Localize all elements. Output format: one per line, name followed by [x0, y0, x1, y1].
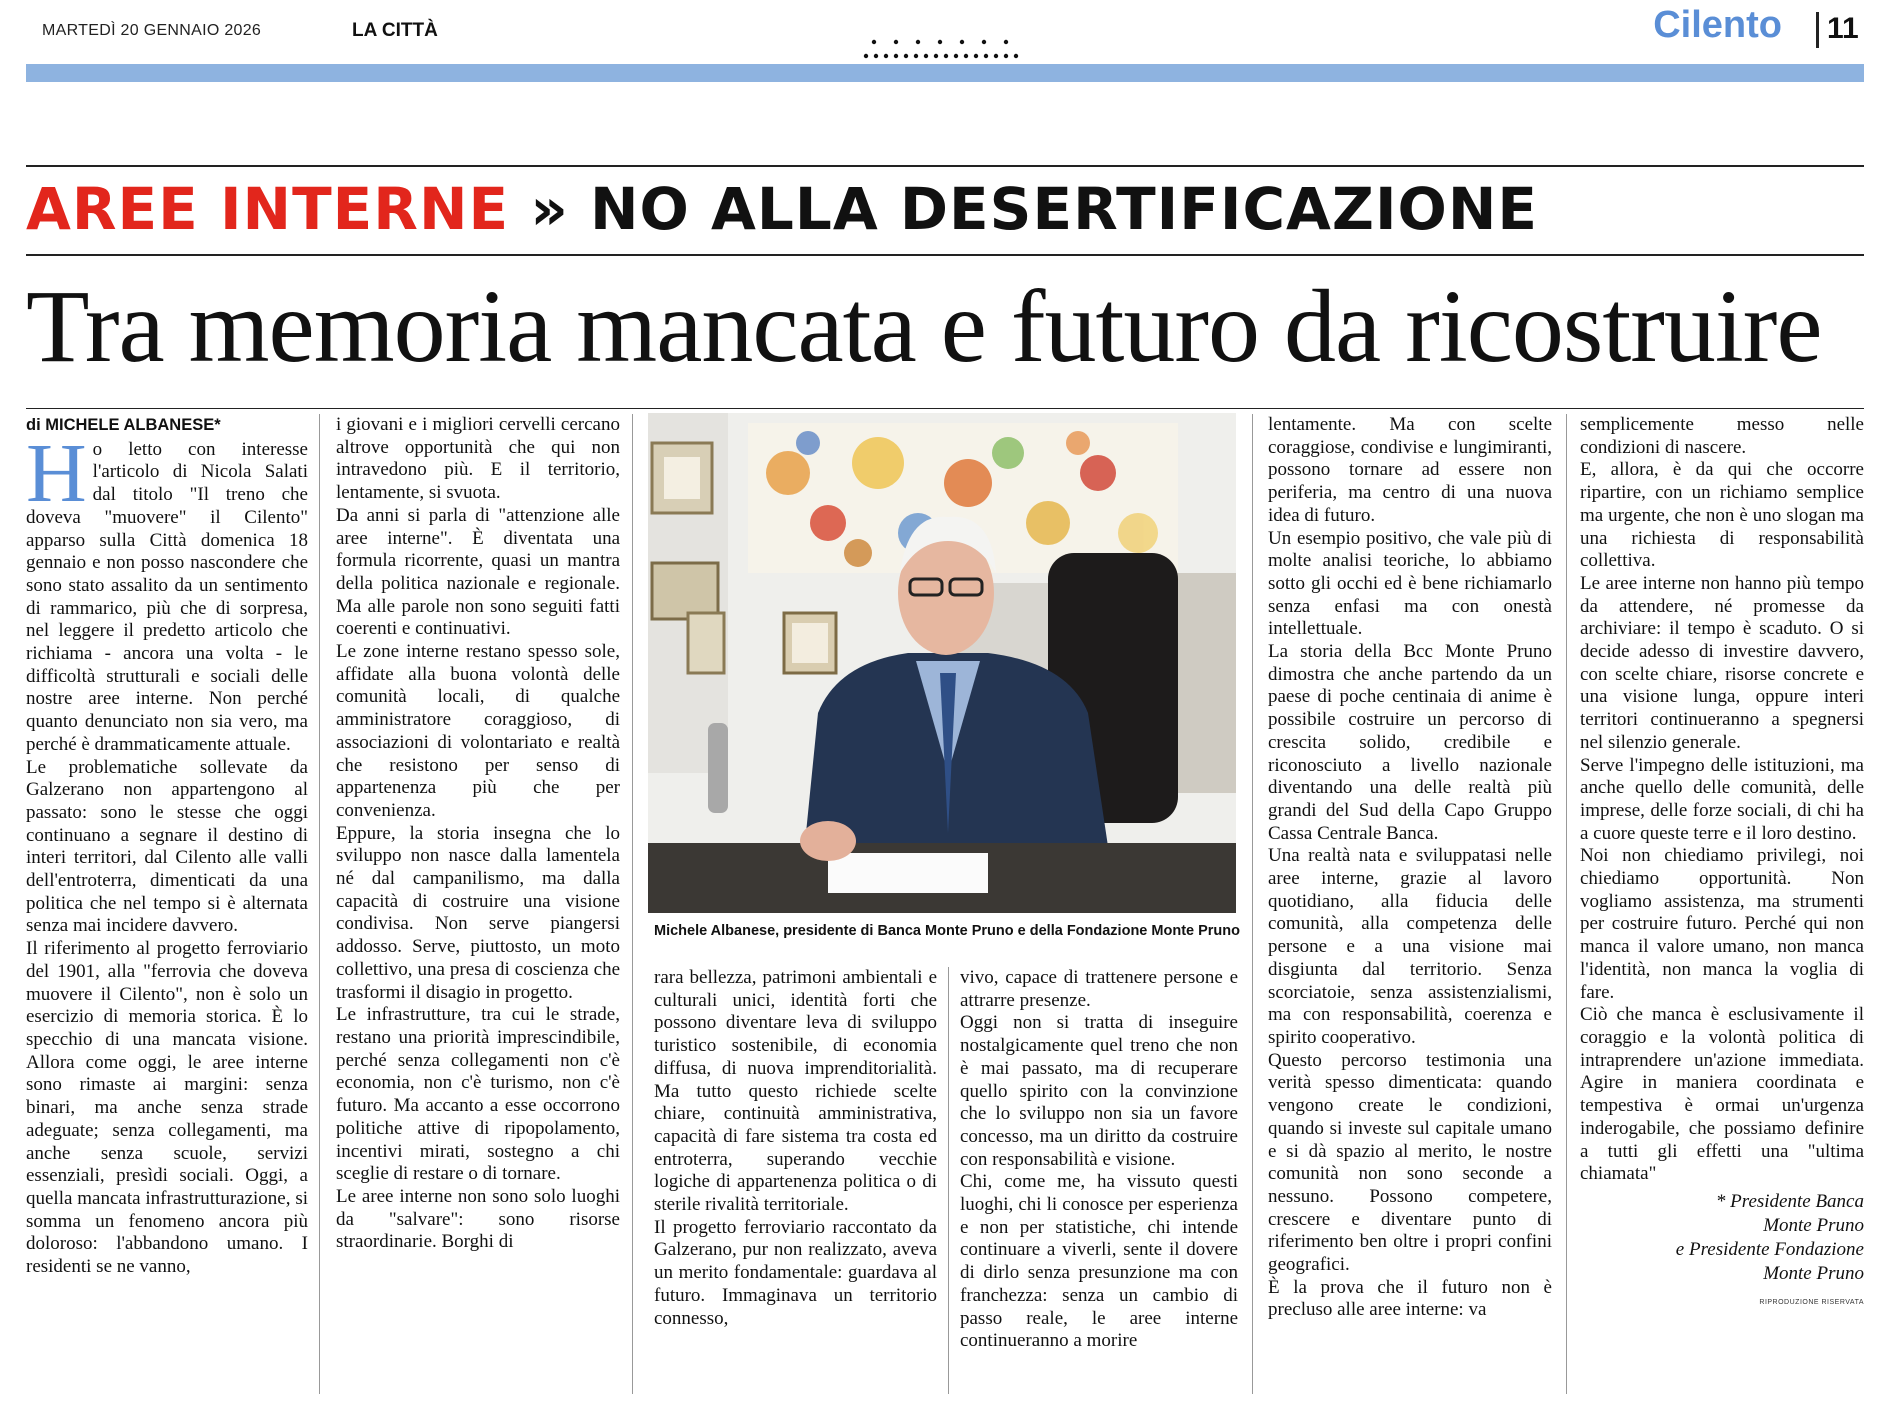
- newspaper-name: LA CITTÀ: [352, 20, 438, 41]
- paragraph: lentamente. Ma con scelte coraggiose, condivise e lungimiranti, possono tornare ad essere non periferia, ma centro di una nuova idea di futuro.: [1268, 414, 1552, 526]
- article-column-3: [654, 967, 937, 1330]
- paragraph: Un esempio positivo, che vale più di molte analisi teoriche, lo abbiamo sotto gli occhi ed è bene richiamarlo senza enfasi ma con onestà intellettuale.: [1268, 527, 1552, 640]
- page-title: Tra memoria mancata e futuro da ricostruire: [26, 269, 1822, 384]
- article-column-6: [1580, 414, 1864, 1315]
- column-divider: [1252, 414, 1253, 1394]
- article-column-5: [1268, 414, 1552, 1322]
- issue-date: MARTEDÌ 20 GENNAIO 2026: [42, 22, 262, 39]
- paragraph: E, allora, è da qui che occorre ripartire, con un richiamo semplice ma urgente, che non è uno slogan ma una richiesta di responsabilità collettiva.: [1580, 459, 1864, 572]
- paragraph: Eppure, la storia insegna che lo sviluppo non nasce dalla lamentela né dal campanilismo, ma dalla capacità di costruire una visione condivisa. Non serve piangersi addosso. Serve, piuttosto, un moto collettivo, una presa di coscienza che trasformi il disagio in progetto.: [336, 822, 620, 1003]
- page-number: 11: [1827, 12, 1859, 45]
- paragraph: Le aree interne non sono solo luoghi da "salvare": sono risorse straordinarie. Borghi di: [336, 1185, 620, 1253]
- photo-caption: Michele Albanese, presidente di Banca Monte Pruno e della Fondazione Monte Pruno: [654, 923, 1240, 939]
- paragraph: Chi, come me, ha vissuto questi luoghi, chi li conosce per esperienza e non per statistiche, chi intende continuare a viverli, sente il dovere di dirlo senza presunzione ma con franchezza: senza un cambio di passo reale, le aree interne continueranno a morire: [960, 1171, 1238, 1352]
- author-signature: * Presidente Banca Monte Pruno e Presidente Fondazione Monte Pruno: [1675, 1190, 1864, 1284]
- article-column-1: [26, 414, 308, 1279]
- portrait-photo: [648, 413, 1236, 913]
- paragraph: Le problematiche sollevate da Galzerano non appartengono al passato: sono le stesse che oggi continuano a segnare il destino di interi territori, dal Cilento alle valli dell'entroterra, dimenticati da una politica che nel tempo si è alternata senza mai incidere davvero.: [26, 756, 308, 937]
- paragraph: semplicemente messo nelle condizioni di nascere.: [1580, 414, 1864, 458]
- paragraph: Oggi non si tratta di inseguire nostalgicamente quel treno che non è mai passato, ma di recuperare quello spirito con la convinzione che lo sviluppo non sia un favore concesso, ma un diritto da costruire con responsabilità e visione.: [960, 1012, 1238, 1170]
- header-color-bar: [26, 64, 1864, 82]
- paragraph: Le zone interne restano spesso sole, affidate alla buona volontà delle comunità locali, di qualche amministratore coraggioso, di associazioni di volontariato e realtà che resistono per senso di appartenenza più che per convenienza.: [336, 641, 620, 821]
- byline: di MICHELE ALBANESE*: [26, 416, 221, 434]
- paragraph: Le aree interne non hanno più tempo da attendere, né promesse da archiviare: il tempo è scaduto. O si decide adesso di investire davvero, con scelte chiare, risorse concrete e una visione lunga, oppure interi territori continueranno a spegnersi nel silenzio generale.: [1580, 572, 1864, 753]
- paragraph: Noi non chiediamo privilegi, noi chiediamo opportunità. Non vogliamo assistenza, ma strumenti per costruire futuro. Perché qui non manca il valore umano, non manca l'identità, non manca la voglia di fare.: [1580, 845, 1864, 1003]
- article-column-4: [960, 967, 1238, 1353]
- paragraph: Le infrastrutture, tra cui le strade, restano una priorità imprescindibile, perché senza collegamenti non c'è economia, non c'è turismo, non c'è futuro. Ma accanto a esse occorrono politiche attive di ripopolamento, incentivi mirati, sostegno a chi sceglie di restare o di tornare.: [336, 1004, 620, 1185]
- column-divider: [948, 967, 949, 1394]
- section-title: Cilento: [1653, 4, 1782, 46]
- kicker-separator: »: [530, 175, 569, 243]
- header-separator: [1816, 12, 1819, 48]
- drop-cap: H: [26, 426, 87, 520]
- paragraph: Serve l'impegno delle istituzioni, ma anche quello delle comunità, delle imprese, delle forze sociali, di chi ha a cuore queste terre e il loro destino.: [1580, 754, 1864, 844]
- header-dots-ornament: [860, 36, 1022, 64]
- article-column-2: [336, 414, 620, 1254]
- kicker-bottom-rule: [26, 254, 1864, 256]
- kicker-subtitle: NO ALLA DESERTIFICAZIONE: [589, 175, 1539, 243]
- kicker-top-rule: [26, 165, 1864, 167]
- column-divider: [1566, 414, 1567, 1394]
- paragraph: Ho letto con interesse l'articolo di Nicola Salati dal titolo "Il treno che doveva "muovere" il Cilento" apparso sulla Città domenica 18 gennaio e non posso nascondere che sono stato assalito da un sentimento di rammarico, più che di sorpresa, nel leggere il predetto articolo che richiama - ancora una volta - le difficoltà strutturali e sociali delle nostre aree interne. Non perché quanto denunciato non sia vero, ma perché è drammaticamente attuale.: [26, 426, 308, 755]
- paragraph: Il riferimento al progetto ferroviario del 1901, alla "ferrovia che doveva muovere il Cilento", non è solo un esercizio di memoria storica. È lo specchio di una mancata visione. Allora come oggi, le aree interne sono rimaste ai margini: senza binari, ma anche senza strade adeguate; senza collegamenti, ma anche senza scuole, servizi essenziali, presìdi sociali. Oggi, a quella mancata infrastrutturazione, si somma un fenomeno ancora più doloroso: l'abbandono umano. I residenti se ne vanno,: [26, 938, 308, 1278]
- paragraph: i giovani e i migliori cervelli cercano altrove opportunità che qui non intravedono più. E il territorio, lentamente, si svuota.: [336, 414, 620, 504]
- paragraph: vivo, capace di trattenere persone e attrarre presenze.: [960, 967, 1238, 1011]
- kicker-topic: AREE INTERNE: [26, 175, 510, 243]
- paragraph: rara bellezza, patrimoni ambientali e culturali unici, identità forti che possono diventare leva di sviluppo turistico sostenibile, di economia diffusa, di nuova imprenditorialità. Ma tutto questo richiede scelte chiare, continuità amministrativa, capacità di fare sistema tra costa ed entroterra, superando vecchie logiche di appartenenza politica o di sterile rivalità territoriale.: [654, 967, 937, 1216]
- paragraph: Il progetto ferroviario raccontato da Galzerano, pur non realizzato, aveva un merito fondamentale: guardava al futuro. Immaginava un territorio connesso,: [654, 1216, 937, 1329]
- copyright-notice: RIPRODUZIONE RISERVATA: [1759, 1298, 1864, 1306]
- column-divider: [319, 414, 320, 1394]
- paragraph: Una realtà nata e sviluppatasi nelle aree interne, grazie al lavoro quotidiano, alla fiducia delle comunità, alla competenza delle persone e a una visione mai disgiunta dal territorio. Senza scorciatoie, senza assistenzialismi, ma con responsabilità, coerenza e spirito cooperativo.: [1268, 845, 1552, 1048]
- paragraph: Da anni si parla di "attenzione alle aree interne". È diventata una formula ricorrente, quasi un mantra della politica nazionale e regionale. Ma alle parole non sono seguiti fatti coerenti e continuativi.: [336, 504, 620, 640]
- paragraph: La storia della Bcc Monte Pruno dimostra che anche partendo da un paese di poche centinaia di anime è possibile costruire un percorso di crescita solido, credibile e riconosciuto a livello nazionale diventando una delle realtà più grandi del Sud della Capo Gruppo Cassa Centrale Banca.: [1268, 641, 1552, 844]
- columns-top-rule: [26, 408, 1864, 409]
- column-divider: [632, 414, 633, 1394]
- paragraph: Ciò che manca è esclusivamente il coraggio e la volontà politica di intraprendere un'azione immediata. Agire in maniera coordinata e tempestiva è ormai un'urgenza inderogabile, che possiamo definire a tutti gli effetti una "ultima chiamata": [1580, 1004, 1864, 1185]
- paragraph: È la prova che il futuro non è precluso alle aree interne: va: [1268, 1276, 1552, 1321]
- kicker: [26, 168, 1538, 250]
- paragraph: Questo percorso testimonia una verità spesso dimenticata: quando vengono create le condizioni, quando si investe sul capitale umano e si dà spazio al merito, le nostre comunità non sono seconde a nessuno. Possono competere, crescere e diventare punto di riferimento ben oltre i propri confini geografici.: [1268, 1049, 1552, 1276]
